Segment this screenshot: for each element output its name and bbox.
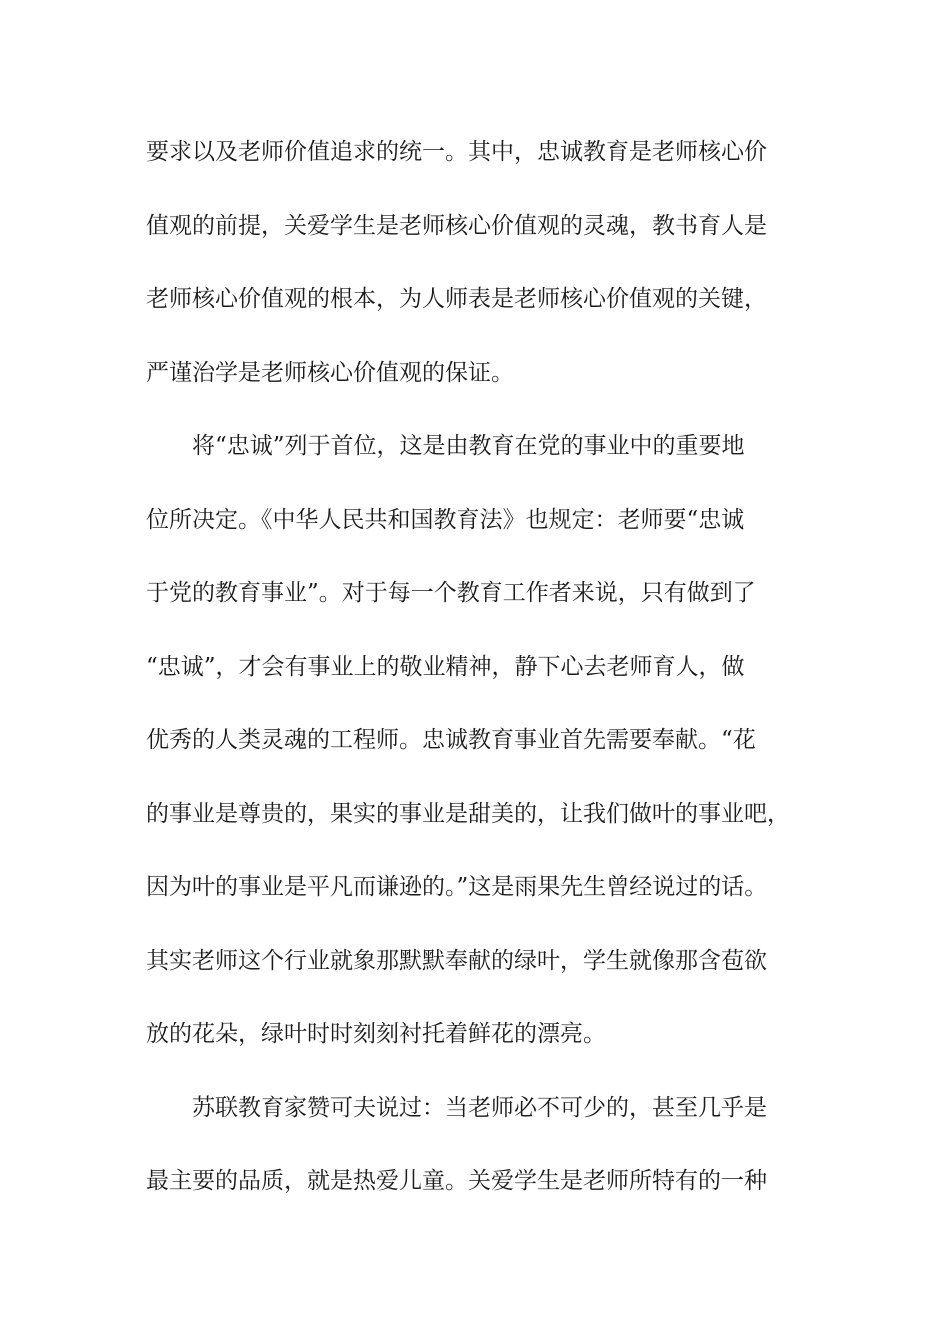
text-line: 值观的前提，关爱学生是老师核心价值观的灵魂，教书育人是 bbox=[146, 212, 767, 239]
text-line: 最主要的品质，就是热爱儿童。关爱学生是老师所特有的一种 bbox=[146, 1168, 767, 1194]
text-line: 苏联教育家赞可夫说过：当老师必不可少的，甚至几乎是 bbox=[192, 1094, 767, 1121]
text-line: 放的花朵，绿叶时时刻刻衬托着鲜花的漂亮。 bbox=[146, 1021, 606, 1047]
text-line: 因为叶的事业是平凡而谦逊的。”这是雨果先生曾经说过的话。 bbox=[146, 874, 768, 900]
text-line: 的事业是尊贵的，果实的事业是甜美的，让我们做叶的事业吧， bbox=[146, 800, 790, 827]
text-line: 于党的教育事业”。对于每一个教育工作者来说，只有做到了 bbox=[146, 580, 756, 606]
text-line: 严谨治学是老师核心价值观的保证。 bbox=[146, 359, 514, 386]
body-text bbox=[146, 126, 836, 1229]
text-line: 老师核心价值观的根本，为人师表是老师核心价值观的关键， bbox=[146, 286, 767, 312]
text-line: 位所决定。《中华人民共和国教育法》也规定：老师要“忠诚 bbox=[146, 506, 745, 533]
text-line: 优秀的人类灵魂的工程师。忠诚教育事业首先需要奉献。“花 bbox=[146, 727, 756, 753]
text-line: “忠诚”，才会有事业上的敬业精神，静下心去老师育人，做 bbox=[146, 653, 745, 680]
text-line: 要求以及老师价值追求的统一。其中，忠诚教育是老师核心价 bbox=[146, 139, 767, 165]
text-line: 其实老师这个行业就象那默默奉献的绿叶，学生就像那含苞欲 bbox=[146, 947, 767, 974]
text-line: 将“忠诚”列于首位，这是由教育在党的事业中的重要地 bbox=[192, 433, 745, 459]
